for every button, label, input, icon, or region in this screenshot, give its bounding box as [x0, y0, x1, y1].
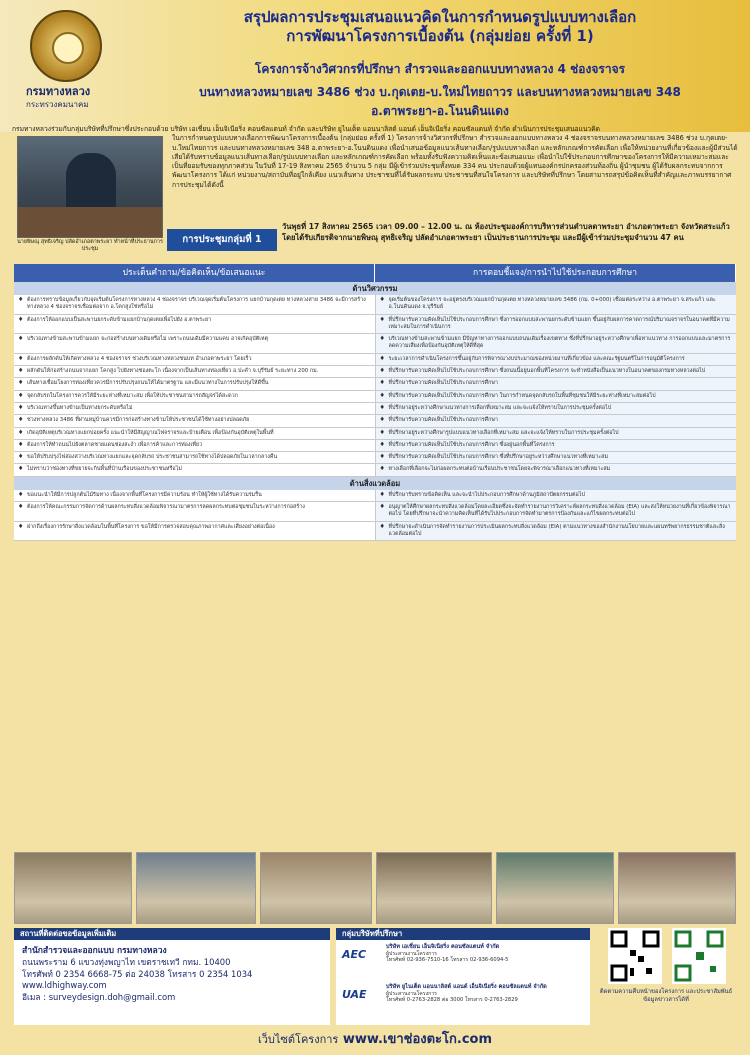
contact-website[interactable]: www.ldhighway.com [22, 980, 107, 990]
aec-logo: AEC [342, 948, 367, 961]
response-cell: ♦ บริเวณทางข้ามสะพานข้ามแยก มีปัญหาทางการออกแบบถนนเดิมเรื่องเขตทาง ซึ่งที่ปรึกษาอยู่ระหว่างศึกษาเพื่อหาแนวทาง การออกแบบและมาตรการลดความเสี่ยงเพื่อป้องกันอุบัติเหตุให้ดีที่สุด [376, 334, 737, 353]
response-cell: ♦ ที่ปรึกษารับความคิดเห็นไปใช้ประกอบการศึกษา [376, 378, 737, 389]
uae-detail: ผู้ประสานงานโครงการ [386, 990, 437, 997]
comment-cell: ♦ ขอให้ปรับปรุงไฟส่องสว่างบริเวณทางแยกและจุดกลับรถ ประชาชนสามารถใช้ทางได้ปลอดภัยในเวลากลางคืน [14, 452, 376, 463]
response-cell: ♦ ที่ปรึกษารับทราบข้อคิดเห็น และจะนำไปประกอบการศึกษาด้านภูมิสถาปัตยกรรมต่อไป [376, 490, 737, 501]
meeting-photo [496, 852, 614, 924]
table-row [14, 490, 736, 502]
project-subtitle-line3: อ.ตาพระยา-อ.โนนดินแดง [371, 104, 509, 118]
consultant-heading: กลุ่มบริษัทที่ปรึกษา [336, 928, 590, 940]
qr-caption: ติดตามความคืบหน้าของโครงการ และประชาสัมพันธ์ข้อมูลข่าวสารได้ที่ [599, 989, 733, 1003]
response-cell: ♦ จุดเริ่มต้นของโครงการ จะอยู่ตรงบริเวณแยกบ้านกุดเตย ทางหลวงหมายเลข 3486 (กม. 0+000) เชื่อมต่อระหว่าง อ.ตาพระยา จ.สระแก้ว และ อ.โนนดินแดง จ.บุรีรัมย์ [376, 295, 737, 314]
table-row [14, 295, 736, 315]
project-website[interactable] [0, 1028, 750, 1049]
comment-cell: ♦ ช่วงทางหลวง 3486 ที่ผ่านหมู่บ้านควรมีการก่อสร้างทางข้ามให้ประชาชนได้ใช้ทางอย่างปลอดภัย [14, 415, 376, 426]
footer [0, 928, 750, 1055]
meeting-photo-strip [14, 852, 736, 924]
comment-cell: ♦ ต้องการทราบข้อมูลเกี่ยวกับจุดเริ่มต้นโครงการทางหลวง 4 ช่องจราจร บริเวณจุดเริ่มต้นโครงการ แยกบ้านกุดเตย ทางหลวงสาย 3486 จะมีการสร้างทางหลวง 4 ช่องจราจรเชื่อมต่อจาก อ.โคกสูงใช่หรือไม่ [14, 295, 376, 314]
comment-cell: ♦ ฝากถึงเรื่องการรักษาสิ่งแวดล้อมในพื้นที่โครงการ ขอให้มีการตรวจสอบคุณภาพอากาศและเสียงอย่างต่อเนื่อง [14, 522, 376, 541]
header-banner [0, 0, 750, 132]
response-cell: ♦ ที่ปรึกษารับความคิดเห็นไปใช้ประกอบการศึกษา [376, 415, 737, 426]
department-name-line1: กรมทางหลวง [26, 85, 91, 98]
comment-cell: ♦ ต้องการให้ออกแบบเป็นสะพานยกระดับข้ามแยกบ้านกุดเตยเพื่อไปยัง อ.ตาพระยา [14, 315, 376, 334]
response-cell: ♦ ที่ปรึกษาอยู่ระหว่างศึกษารูปแบบแนวทางเลือกที่เหมาะสม และจะแจ้งให้ทราบในการประชุมครั้งต่อไป [376, 428, 737, 439]
table-row [14, 415, 736, 427]
uae-phone: โทรศัพท์ 0-2763-2828 ต่อ 3000 โทรสาร 0-2763-2829 [386, 997, 518, 1004]
comments-table [14, 264, 736, 541]
table-row [14, 391, 736, 403]
response-cell: ♦ ระยะเวลาการดำเนินโครงการขึ้นอยู่กับการพิจารณางบประมาณของหน่วยงานที่เกี่ยวข้อง และคณะรัฐมนตรีในการอนุมัติโครงการ [376, 354, 737, 365]
aec-name: บริษัท เอเชี่ยน เอ็นจิเนียริ่ง คอนซัลแตนท์ จำกัด [386, 944, 500, 950]
department-name [26, 85, 90, 111]
comment-cell: ♦ เส้นทางเชื่อมโยงการท่องเที่ยวควรมีการปรับปรุงถนนให้ได้มาตรฐาน และมีแนวทางในการปรับปรุงให้ดีขึ้น [14, 378, 376, 389]
table-row [14, 502, 736, 522]
uae-text [386, 984, 584, 1004]
aec-detail: ผู้ประสานงานโครงการ [386, 950, 437, 957]
meeting-photo [260, 852, 372, 924]
engineering-rows [14, 295, 736, 477]
comment-cell: ♦ ไม่ทราบว่าช่องทางที่ขยายจะกินพื้นที่บ้านเรือนของประชาชนหรือไม่ [14, 464, 376, 475]
response-cell: ♦ ที่ปรึกษารับความคิดเห็นไปใช้ประกอบการศึกษา ซึ่งอยู่นอกพื้นที่โครงการ [376, 440, 737, 451]
contact-box [14, 928, 330, 1025]
comment-cell: ♦ บริเวณทางขึ้นทางข้ามเป็นทางยกระดับหรือไม่ [14, 403, 376, 414]
line-qr-code-icon[interactable] [672, 928, 726, 984]
column-header-responses: การตอบชี้แจง/การนำไปใช้ประกอบการศึกษา [375, 264, 736, 282]
department-emblem-icon [30, 10, 102, 82]
table-row [14, 440, 736, 452]
consultant-box [336, 928, 590, 1025]
intro-first-line: กรมทางหลวงร่วมกับกลุ่มบริษัทที่ปรึกษาซึ่งประกอบด้วย บริษัท เอเชี่ยน เอ็นจิเนียริ่ง คอนซัลแตนท์ จำกัด และบริษัท ยูไนเต็ด แอนนาลิสต์ แอนด์ เอ็นจิเนียริ่ง คอนซัลแตนท์ จำกัด ดำเนินการประชุมเสนอแนวคิด [12, 125, 601, 133]
comment-cell: ♦ ต้องการให้คณะกรรมการจัดการด้านผลกระทบสิ่งแวดล้อมพิจารณามาตรการลดผลกระทบต่อชุมชนในระหว่างการก่อสร้าง [14, 502, 376, 521]
desk-shape [18, 207, 162, 237]
qr-code-icon[interactable] [608, 928, 662, 984]
consultant-uae [340, 984, 586, 1024]
contact-heading: สถานที่ติดต่อขอข้อมูลเพิ่มเติม [14, 928, 330, 940]
table-row [14, 366, 736, 378]
table-row [14, 464, 736, 476]
table-row [14, 378, 736, 390]
response-cell: ♦ ที่ปรึกษาอยู่ระหว่างศึกษาแนวทางการเลือกที่เหมาะสม และจะแจ้งให้ทราบในการประชุมครั้งต่อไป [376, 403, 737, 414]
comment-cell: ♦ จุดกลับรถในโครงการควรให้มีระยะห่างที่เหมาะสม เพื่อให้ประชาชนสามารถสัญจรได้สะดวก [14, 391, 376, 402]
comment-cell: ♦ ขอแนะนำให้มีการปลูกต้นไม้ริมทาง เนื่องจากพื้นที่โครงการมีความร้อน ทำให้ผู้ใช้ทางได้รับความร่มรื่น [14, 490, 376, 501]
aec-text [386, 944, 584, 964]
comment-cell: ♦ บริเวณทางข้ามสะพานข้ามแยก จะก่อสร้างบนทางเดิมหรือไม่ เพราะถนนเดิมมีความแคบ อาจเกิดอุบัติเหตุ [14, 334, 376, 353]
uae-logo: UAE [342, 988, 367, 1001]
environment-rows [14, 490, 736, 541]
meeting-photo [618, 852, 736, 924]
photo-caption: นายพิษณุ สุทธิเจริญ ปลัดอำเภอตาพระยา ทำหน้าที่ประธานการประชุม [17, 239, 163, 252]
table-row [14, 452, 736, 464]
comment-cell: ♦ ผลักดันให้ก่อสร้างถนนจากแยก โคกสูง ไปยังทางช่องตะโก เนื่องจากเป็นเส้นทางท่องเที่ยว อ.ปะคำ จ.บุรีรัมย์ ระยะทาง 200 กม. [14, 366, 376, 377]
column-header-comments: ประเด็นคำถาม/ข้อคิดเห็น/ข้อเสนอแนะ [14, 264, 375, 282]
consultant-aec [340, 944, 586, 984]
contact-org: สำนักสำรวจและออกแบบ กรมทางหลวง [22, 946, 167, 956]
meeting-photo [136, 852, 256, 924]
contact-address: ถนนพระราม 6 แขวงทุ่งพญาไท เขตราชเทวี กทม. 10400 [22, 957, 231, 967]
response-cell: ♦ ที่ปรึกษารับความคิดเห็นไปใช้ประกอบการศึกษา ในการกำหนดจุดกลับรถในพื้นที่ชุมชนให้มีระยะห่างที่เหมาะสมต่อไป [376, 391, 737, 402]
section-header-environment: ด้านสิ่งแวดล้อม [14, 477, 736, 490]
table-row [14, 334, 736, 354]
aec-phone: โทรศัพท์ 02-936-7510-16 โทรสาร 02-936-6094-5 [386, 957, 509, 964]
intro-body: ในการกำหนดรูปแบบทางเลือกการพัฒนาโครงการเบื้องต้น (กลุ่มย่อย ครั้งที่ 1) โครงการจ้างวิศวกรที่ปรึกษา สำรวจและออกแบบทางหลวง 4 ช่องจราจรบนทางหลวงหมายเลข 3486 ช่วง บ.กุดเตย-บ.ใหม่ไทยถาวร และบนทางหลวงหมายเลข 348 อ.ตาพระยา-อ.โนนดินแดง เพื่อนำเสนอข้อมูลแนวเส้นทางเลือก/รูปแบบทางเลือก และหลักเกณฑ์การคัดเลือก เพื่อให้หน่วยงานที่เกี่ยวข้องและผู้มีส่วนได้เสียได้รับทราบข้อมูลแนวเส้นทางเลือก/รูปแบบทางเลือก และหลักเกณฑ์การคัดเลือก พร้อมทั้งรับฟังความคิดเห็นและข้อเสนอแนะ เพื่อนำไปใช้ประกอบการศึกษาของโครงการให้มีความเหมาะสมและเป็นที่ยอมรับของทุกภาคส่วน ในวันที่ 17-19 สิงหาคม 2565 จำนวน 5 กลุ่ม มีผู้เข้าร่วมประชุมทั้งหมด 334 คน ประกอบด้วยผู้แทนองค์กรปกครองส่วนท้องถิ่น ผู้นำชุมชน ผู้ได้รับผลกระทบจากการพัฒนาโครงการ ได้แก่ หน่วยงาน/สถาบันที่อยู่ใกล้เคียง แนวเส้นทาง ประชาชนที่ได้รับผลกระทบ ประชาชนที่สนใจโครงการ และบริษัทที่ปรึกษา โดยสามารถสรุปข้อคิดเห็นที่สำคัญและภาพบรรยากาศการประชุมได้ดังนี้ [172, 134, 738, 189]
comment-cell: ♦ เกิดอุบัติเหตุบริเวณทางแยกบ่อยครั้ง แนะนำให้มีสัญญาณไฟจราจรและป้ายเตือน เพื่อป้องกันอุบัติเหตุในพื้นที่ [14, 428, 376, 439]
department-logo [16, 10, 136, 128]
website-label: เว็บไซต์โครงการ [257, 1033, 339, 1046]
table-row [14, 315, 736, 335]
project-subtitle-line1: โครงการจ้างวิศวกรที่ปรึกษา สำรวจและออกแบบทางหลวง 4 ช่องจราจร [254, 62, 626, 76]
table-row [14, 428, 736, 440]
website-url[interactable]: www.เขาช่องตะโก.com [342, 1032, 493, 1047]
response-cell: ♦ อนุญาตให้ศึกษาผลกระทบสิ่งแวดล้อมโดยละเอียดซึ่งจะจัดทำรายงานการวิเคราะห์ผลกระทบสิ่งแวดล้อม (EIA) และส่งให้หน่วยงานที่เกี่ยวข้องพิจารณาต่อไป โดยที่ปรึกษาจะนำความคิดเห็นที่ได้รับไปประกอบการจัดทำมาตรการป้องกันและแก้ไขผลกระทบต่อไป [376, 502, 737, 521]
section-header-engineering: ด้านวิศวกรรม [14, 282, 736, 295]
project-subtitle-line2: บนทางหลวงหมายเลข 3486 ช่วง บ.กุดเตย-บ.ใหม่ไทยถาวร และบนทางหลวงหมายเลข 348 [199, 85, 681, 99]
response-cell: ♦ ที่ปรึกษาจะดำเนินการจัดทำรายงานการประเมินผลกระทบสิ่งแวดล้อม (EIA) ตามแนวทางของสำนักงานนโยบายและแผนทรัพยากรธรรมชาติและสิ่งแวดล้อมต่อไป [376, 522, 737, 541]
contact-phone: โทรศัพท์ 0 2354 6668-75 ต่อ 24038 โทรสาร 0 2354 1034 [22, 968, 253, 979]
response-cell: ♦ ที่ปรึกษารับความคิดเห็นไปใช้ประกอบการศึกษา ซึ่งการออกแบบสะพานยกระดับข้ามแยก ขึ้นอยู่กับผลการคาดการณ์ปริมาณจราจรในอนาคตที่มีความเหมาะสมในการดำเนินการ [376, 315, 737, 334]
response-cell: ♦ ทางเลือกที่เลือกจะไม่ก่อผลกระทบต่อบ้านเรือนประชาชนโดยจะพิจารณาเลือกแนวทางที่เหมาะสม [376, 464, 737, 475]
table-row [14, 354, 736, 366]
comment-cell: ♦ ต้องการผลักดันให้เกิดทางหลวง 4 ช่องจราจร ช่วงบริเวณทางหลวงชนบท อำเภอตาพระยา โดยเร็ว [14, 354, 376, 365]
response-cell: ♦ ที่ปรึกษารับความคิดเห็นไปใช้ประกอบการศึกษา ซึ่งถนนนี้อยู่นอกพื้นที่โครงการ จะทำหนังสือเป็นแนวทางในอนาคตของกรมทางหลวงต่อไป [376, 366, 737, 377]
qr-section [598, 928, 734, 1025]
page-title-line2: การพัฒนาโครงการเบื้องต้น (กลุ่มย่อย ครั้งที่ 1) [286, 27, 594, 45]
page-title-line1: สรุปผลการประชุมเสนอแนวคิดในการกำหนดรูปแบบทางเลือก [243, 8, 637, 26]
contact-email[interactable]: อีเมล : surveydesign.doh@gmail.com [22, 991, 176, 1002]
table-row [14, 522, 736, 542]
table-header [14, 264, 736, 282]
meeting-group-label: การประชุมกลุ่มที่ 1 [167, 229, 277, 251]
uae-name: บริษัท ยูไนเต็ด แอนนาลิสต์ แอนด์ เอ็นจิเนียริ่ง คอนซัลแตนท์ จำกัด [386, 984, 547, 990]
comment-cell: ♦ ต้องการให้ทำถนนไปยังตลาดชายแดนช่องสะงำ เพื่อการค้าและการท่องเที่ยว [14, 440, 376, 451]
intro-paragraph [12, 125, 738, 190]
table-row [14, 403, 736, 415]
meeting-info: วันพุธที่ 17 สิงหาคม 2565 เวลา 09.00 – 12.00 น. ณ ห้องประชุมองค์การบริหารส่วนตำบลตาพระยา อำเภอตาพระยา จังหวัดสระแก้ว โดยได้รับเกียรติจากนายพิษณุ สุทธิเจริญ ปลัดอำเภอตาพระยา เป็นประธานการประชุม และมีผู้เข้าร่วมประชุมจำนวน 47 คน [282, 222, 730, 242]
meeting-photo [14, 852, 132, 924]
meeting-photo [376, 852, 492, 924]
response-cell: ♦ ที่ปรึกษารับความคิดเห็นไปใช้ประกอบการศึกษา ซึ่งที่ปรึกษาอยู่ระหว่างศึกษาแนวทางที่เหมาะสม [376, 452, 737, 463]
department-name-line2: กระทรวงคมนาคม [26, 100, 89, 109]
